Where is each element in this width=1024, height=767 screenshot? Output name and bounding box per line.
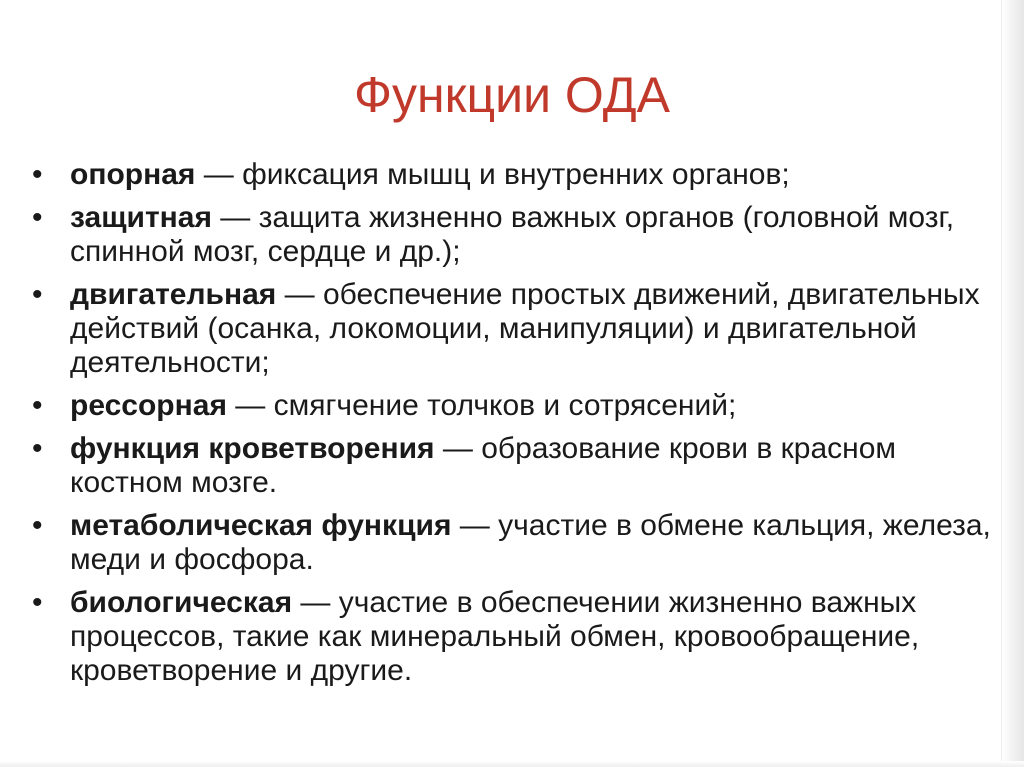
bullet-term: опорная <box>70 158 196 191</box>
bullet-term: рессорная <box>70 389 227 422</box>
bullet-list <box>32 158 1007 694</box>
bullet-text: — обеспечение простых движений, двигательных действий (осанка, локомоции, манипуляции) и двигательной деятельности; <box>70 278 980 379</box>
bullet-term: функция кроветворения <box>70 432 435 465</box>
bullet-term: двигательная <box>70 278 277 311</box>
bullet-text: — фиксация мышц и внутренних органов; <box>195 158 790 191</box>
list-item <box>32 432 1007 500</box>
bullet-text: — смягчение толчков и сотрясений; <box>226 389 737 422</box>
bullet-icon: • <box>32 278 43 311</box>
list-item <box>32 201 1007 269</box>
bullet-term: защитная <box>70 201 212 234</box>
list-item <box>32 586 1007 688</box>
bullet-text: — образование крови в красном костном мозге. <box>70 432 897 499</box>
bullet-icon: • <box>32 389 43 422</box>
list-item <box>32 509 1007 577</box>
bullet-icon: • <box>32 158 43 191</box>
bullet-icon: • <box>32 586 43 619</box>
bullet-term: метаболическая функция <box>70 509 452 542</box>
bullet-term: биологическая <box>70 586 293 619</box>
bullet-text: — участие в обеспечении жизненно важных процессов, такие как минеральный обмен, кровообращение, кроветворение и другие. <box>70 586 920 687</box>
bullet-icon: • <box>32 201 43 234</box>
slide-title: Функции ОДА <box>354 67 670 123</box>
list-item <box>32 278 1007 380</box>
page-bottom-shadow <box>0 761 1024 767</box>
list-item <box>32 389 1007 423</box>
bullet-text: — защита жизненно важных органов (головной мозг, спинной мозг, сердце и др.); <box>70 201 955 268</box>
list-item <box>32 158 1007 192</box>
bullet-icon: • <box>32 509 43 542</box>
bullet-text: — участие в обмене кальция, железа, меди и фосфора. <box>70 509 991 576</box>
bullet-icon: • <box>32 432 43 465</box>
